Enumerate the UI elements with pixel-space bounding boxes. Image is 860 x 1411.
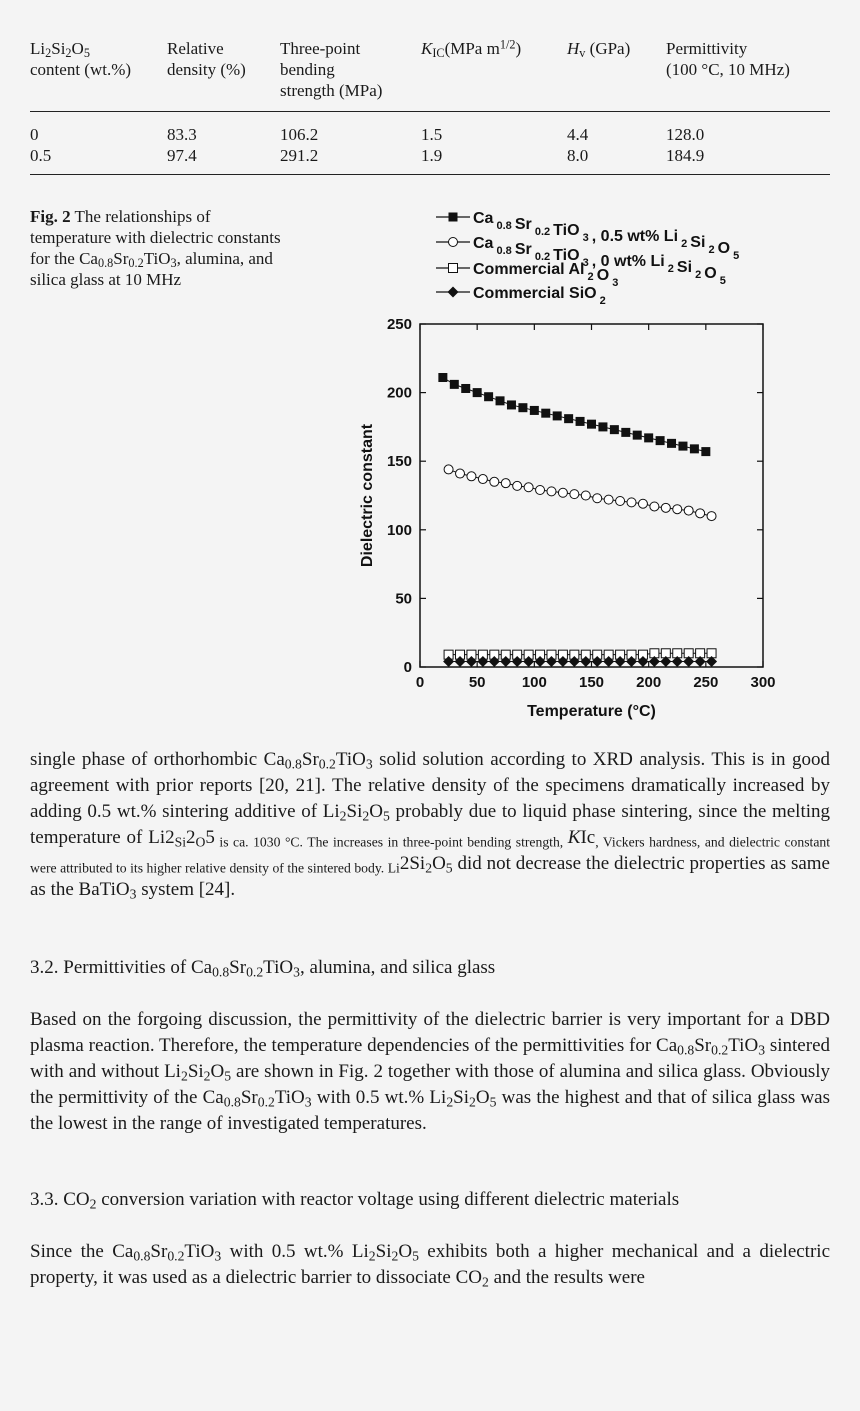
table-cell: 4.4 bbox=[567, 125, 589, 144]
text-run: are shown in Fig. 2 together with those of alumina and silica glass. Obviously the permittivity of the Ca bbox=[30, 1061, 830, 1108]
data-point bbox=[690, 444, 699, 453]
data-point bbox=[661, 503, 670, 512]
data-point bbox=[667, 439, 676, 448]
data-point bbox=[644, 433, 653, 442]
subscript: 0.8 bbox=[284, 756, 302, 772]
text-run: and the results were bbox=[488, 1267, 645, 1288]
data-point bbox=[707, 512, 716, 521]
data-point bbox=[530, 406, 539, 415]
text-run: O bbox=[475, 1087, 490, 1108]
text-run: 3.2. Permittivities of Ca bbox=[30, 957, 213, 978]
subscript: 2 bbox=[469, 1094, 476, 1110]
subscript: 0.8 bbox=[212, 964, 230, 980]
data-point bbox=[701, 447, 710, 456]
data-point bbox=[610, 425, 619, 434]
subscript: 2 bbox=[89, 1196, 97, 1212]
properties-table bbox=[30, 38, 830, 175]
subscript: 0.2 bbox=[318, 756, 336, 772]
text-run: Ic bbox=[580, 827, 596, 848]
text-run: Sr bbox=[150, 1241, 168, 1262]
subscript: 2 bbox=[446, 1094, 454, 1110]
x-tick-label: 200 bbox=[636, 674, 662, 691]
subscript: 5 bbox=[412, 1248, 419, 1264]
data-point bbox=[627, 498, 636, 507]
subscript: O bbox=[195, 834, 206, 850]
data-point bbox=[558, 488, 567, 497]
subscript: 0.2 bbox=[167, 1248, 185, 1264]
series-line-0 bbox=[443, 378, 706, 452]
data-point bbox=[467, 472, 476, 481]
legend-text: Commercial SiO bbox=[473, 285, 597, 302]
table-header-row bbox=[30, 38, 830, 112]
y-tick-label: 150 bbox=[386, 453, 412, 471]
legend-text: Sr bbox=[514, 241, 532, 258]
text-run: Since the Ca bbox=[30, 1241, 134, 1262]
data-point bbox=[541, 409, 550, 418]
data-point bbox=[604, 495, 613, 504]
text-run: O bbox=[210, 1061, 225, 1082]
text-run: Si bbox=[346, 801, 363, 822]
data-point bbox=[673, 505, 682, 514]
subscript: 0.2 bbox=[711, 1042, 729, 1058]
legend-text: Commercial Al bbox=[473, 261, 585, 278]
data-point bbox=[484, 392, 493, 401]
subscript: 0.8 bbox=[223, 1094, 241, 1110]
text-run: exhibits both a higher mechanical and a dielectric property, it was used as a dielectric barrier to dissociate CO bbox=[30, 1241, 830, 1288]
legend-text: Ca bbox=[473, 235, 494, 252]
data-point bbox=[518, 403, 527, 412]
text-run: Sr bbox=[694, 1035, 712, 1056]
subscript: 5 bbox=[489, 1094, 497, 1110]
data-point bbox=[524, 483, 533, 492]
data-point bbox=[593, 494, 602, 503]
subscript: 2 bbox=[391, 1248, 399, 1264]
text-run: with 0.5 wt.% Li bbox=[311, 1087, 447, 1108]
text-run: solid solution according to XRD analysis. This is in good agreement with prior reports [20, 21]. The relative density of the specimens dramatically increased by adding 0.5 wt.% sintering additive of Li bbox=[30, 749, 830, 822]
data-point bbox=[536, 486, 545, 495]
subscript: 2 bbox=[203, 1068, 211, 1084]
figure-label: Fig. 2 bbox=[30, 207, 71, 226]
subscript: 2 bbox=[481, 1274, 489, 1290]
legend-entry bbox=[473, 285, 606, 307]
series-line-2 bbox=[449, 653, 712, 654]
text-run: 5 bbox=[205, 827, 215, 848]
subscript: 0.2 bbox=[257, 1094, 275, 1110]
chart-legend bbox=[436, 210, 739, 307]
subscript: 3 bbox=[129, 886, 137, 902]
text-run: Si bbox=[453, 1087, 470, 1108]
table-cell: 8.0 bbox=[567, 146, 589, 165]
text-run: Si bbox=[409, 853, 426, 874]
legend-subscript: 2 bbox=[692, 269, 705, 281]
text-run: single phase of orthorhombic Ca bbox=[30, 749, 285, 770]
table-cell: 83.3 bbox=[167, 125, 197, 144]
data-point bbox=[490, 477, 499, 486]
data-point bbox=[501, 479, 510, 488]
dielectric-chart bbox=[340, 200, 800, 730]
table-cell: 291.2 bbox=[280, 146, 319, 165]
data-point bbox=[598, 422, 607, 431]
header-kic: $K_{IC}(MPa$ $m^{1/2}$) bbox=[421, 37, 522, 61]
text-run: 3.3. CO bbox=[30, 1189, 90, 1210]
paragraph-results bbox=[30, 747, 830, 903]
text-run: sintered with and without Li bbox=[30, 1035, 830, 1082]
text-run: Sr bbox=[301, 749, 319, 770]
legend-subscript: 3 bbox=[579, 257, 592, 269]
y-tick-label: 0 bbox=[403, 659, 412, 676]
text-run: system [24]. bbox=[136, 879, 236, 900]
table-cell: 97.4 bbox=[167, 146, 197, 165]
section-heading-3-2 bbox=[30, 955, 830, 981]
x-tick-label: 300 bbox=[750, 674, 776, 691]
text-run: , alumina, and silica glass bbox=[299, 957, 496, 978]
data-point bbox=[678, 442, 687, 451]
legend-subscript: 2 bbox=[584, 271, 597, 283]
data-point bbox=[656, 436, 665, 445]
subscript: 3 bbox=[758, 1042, 766, 1058]
text-run: probably due to liquid phase sintering, since the melting temperature of Li bbox=[30, 801, 831, 848]
legend-subscript: 0.8 bbox=[493, 245, 515, 257]
table-row bbox=[30, 112, 830, 146]
text-run: TiO bbox=[184, 1241, 215, 1262]
legend-subscript: 0.2 bbox=[531, 226, 554, 238]
data-point bbox=[461, 384, 470, 393]
x-tick-label: 150 bbox=[578, 674, 605, 691]
legend-text: , 0 wt% Li bbox=[591, 253, 665, 270]
data-point bbox=[478, 475, 487, 484]
text-run: O bbox=[369, 801, 383, 822]
x-axis-label: Temperature (°C) bbox=[527, 703, 656, 720]
text-run: TiO bbox=[728, 1035, 759, 1056]
header-li2si2o5-content: $Li_2Si_2O_5$ content (wt.%) bbox=[30, 39, 132, 79]
subscript: 5 bbox=[382, 808, 390, 824]
x-tick-label: 100 bbox=[521, 674, 547, 691]
data-point bbox=[650, 502, 659, 511]
subscript: is ca. 1030 °C. The increases in three-point bending strength, bbox=[214, 834, 568, 850]
data-point bbox=[456, 469, 465, 478]
legend-subscript: 2 bbox=[678, 238, 691, 250]
data-point bbox=[553, 411, 562, 420]
y-tick-label: 100 bbox=[386, 521, 412, 539]
subscript: , Vickers hardness, and dielectric constant were attributed to its higher relative density of the sintered body. Li bbox=[30, 834, 831, 876]
text-run: was the highest and that of silica glass was the lowest in the range of investigated temperatures. bbox=[30, 1087, 830, 1134]
text-run: 2 bbox=[165, 827, 175, 848]
subscript: 5 bbox=[224, 1068, 232, 1084]
text-run: O bbox=[432, 853, 446, 874]
subscript: 5 bbox=[445, 860, 453, 876]
subscript: 2 bbox=[425, 860, 433, 876]
text-run: 2 bbox=[186, 827, 196, 848]
properties-table-wrap bbox=[30, 38, 830, 175]
text-run: did not decrease the dielectric properties as same as the BaTiO bbox=[30, 853, 830, 900]
plot-frame bbox=[420, 324, 763, 667]
data-point bbox=[684, 506, 693, 515]
legend-subscript: 2 bbox=[596, 295, 606, 307]
text-run: Based on the forgoing discussion, the permittivity of the dielectric barrier is very important for a DBD plasma reaction. Therefore, the temperature dependencies of the permittivities for Ca bbox=[30, 1009, 830, 1056]
data-point bbox=[616, 496, 625, 505]
x-tick-label: 250 bbox=[693, 674, 719, 691]
text-run: Si bbox=[375, 1241, 392, 1262]
text-run: TiO bbox=[263, 957, 294, 978]
legend-text: Si bbox=[690, 234, 706, 251]
subscript: 3 bbox=[304, 1094, 312, 1110]
subscript: 2 bbox=[368, 1248, 376, 1264]
text-run: K bbox=[567, 827, 581, 848]
header-hardness: $H_v$ (GPa) bbox=[567, 39, 631, 61]
data-point bbox=[450, 380, 459, 389]
text-run: 2 bbox=[399, 853, 410, 874]
text-run: TiO bbox=[335, 749, 366, 770]
legend-subscript: 5 bbox=[716, 275, 726, 287]
subscript: Si bbox=[174, 834, 187, 850]
legend-subscript: 3 bbox=[579, 232, 592, 244]
legend-subscript: 2 bbox=[705, 244, 718, 256]
data-point bbox=[587, 420, 596, 429]
table-cell: 0.5 bbox=[30, 146, 52, 165]
paragraph-permittivities bbox=[30, 1007, 830, 1137]
subscript: 3 bbox=[293, 964, 300, 980]
data-point bbox=[513, 481, 522, 490]
subscript: 0.8 bbox=[133, 1248, 151, 1264]
table-cell: 1.5 bbox=[421, 125, 443, 144]
table-cell: 106.2 bbox=[280, 125, 319, 144]
legend-subscript: 0.2 bbox=[531, 251, 554, 263]
subscript: 2 bbox=[180, 1068, 188, 1084]
series-line-1 bbox=[449, 469, 712, 516]
text-run: conversion variation with reactor voltage using different dielectric materials bbox=[96, 1189, 680, 1210]
y-tick-label: 250 bbox=[386, 316, 412, 333]
y-tick-label: 200 bbox=[386, 384, 412, 402]
text-run: Si bbox=[187, 1061, 204, 1082]
data-point bbox=[547, 487, 556, 496]
y-axis-label: Dielectric constant bbox=[359, 423, 376, 568]
data-point bbox=[438, 373, 447, 382]
text-run: Sr bbox=[240, 1087, 258, 1108]
paragraph-co2-conversion bbox=[30, 1239, 830, 1291]
data-point bbox=[638, 499, 647, 508]
data-point bbox=[576, 417, 585, 426]
subscript: 3 bbox=[214, 1248, 222, 1264]
legend-text: , 0.5 wt% Li bbox=[591, 228, 679, 245]
legend-text: Sr bbox=[514, 216, 532, 233]
data-point bbox=[473, 388, 482, 397]
legend-subscript: 0.8 bbox=[493, 220, 515, 232]
header-bending-strength: Three-point bending strength (MPa) bbox=[280, 39, 383, 100]
legend-text: O bbox=[717, 240, 731, 257]
text-run: O bbox=[398, 1241, 413, 1262]
x-tick-label: 0 bbox=[415, 674, 425, 691]
legend-text: Ca bbox=[473, 210, 494, 227]
data-point bbox=[496, 396, 505, 405]
legend-text: TiO bbox=[553, 247, 580, 264]
data-point bbox=[507, 400, 516, 409]
subscript: 2 bbox=[339, 808, 347, 824]
table-cell: 0 bbox=[30, 125, 39, 144]
legend-subscript: 3 bbox=[609, 277, 619, 289]
subscript: 0.8 bbox=[677, 1042, 695, 1058]
data-point bbox=[581, 491, 590, 500]
legend-text: Si bbox=[676, 259, 693, 276]
legend-marker bbox=[448, 287, 459, 298]
data-point bbox=[564, 414, 573, 423]
legend-marker bbox=[449, 264, 458, 273]
legend-marker bbox=[449, 238, 458, 247]
legend-subscript: 5 bbox=[730, 250, 740, 262]
figure-caption: Fig. 2 The relationships of temperature with dielectric constants for the $Ca_{0.8}Sr_{0.2}TiO_3$, alumina, and silica glass at 10 MHz bbox=[30, 207, 281, 289]
text-run: with 0.5 wt.% Li bbox=[221, 1241, 369, 1262]
text-run: TiO bbox=[274, 1087, 305, 1108]
data-point bbox=[633, 431, 642, 440]
section-heading-3-3 bbox=[30, 1187, 830, 1213]
chart-marks bbox=[438, 373, 717, 667]
table-cell: 128.0 bbox=[666, 125, 705, 144]
table-row bbox=[30, 145, 830, 175]
subscript: 0.2 bbox=[246, 964, 264, 980]
header-relative-density: Relative density (%) bbox=[167, 39, 246, 79]
text-run: Sr bbox=[229, 957, 247, 978]
legend-text: TiO bbox=[553, 222, 580, 239]
data-point bbox=[696, 509, 705, 518]
legend-text: O bbox=[596, 267, 610, 284]
x-tick-label: 50 bbox=[468, 674, 486, 691]
legend-marker bbox=[449, 213, 458, 222]
table-cell: 184.9 bbox=[666, 146, 705, 165]
subscript: 2 bbox=[362, 808, 370, 824]
header-permittivity: Permittivity (100 °C, 10 MHz) bbox=[666, 39, 790, 79]
subscript: 3 bbox=[365, 756, 373, 772]
data-point bbox=[444, 465, 453, 474]
y-tick-label: 50 bbox=[395, 590, 412, 608]
table-cell: 1.9 bbox=[421, 146, 443, 165]
data-point bbox=[570, 490, 579, 499]
data-point bbox=[621, 428, 630, 437]
legend-subscript: 2 bbox=[664, 263, 677, 275]
legend-text: O bbox=[704, 265, 717, 282]
